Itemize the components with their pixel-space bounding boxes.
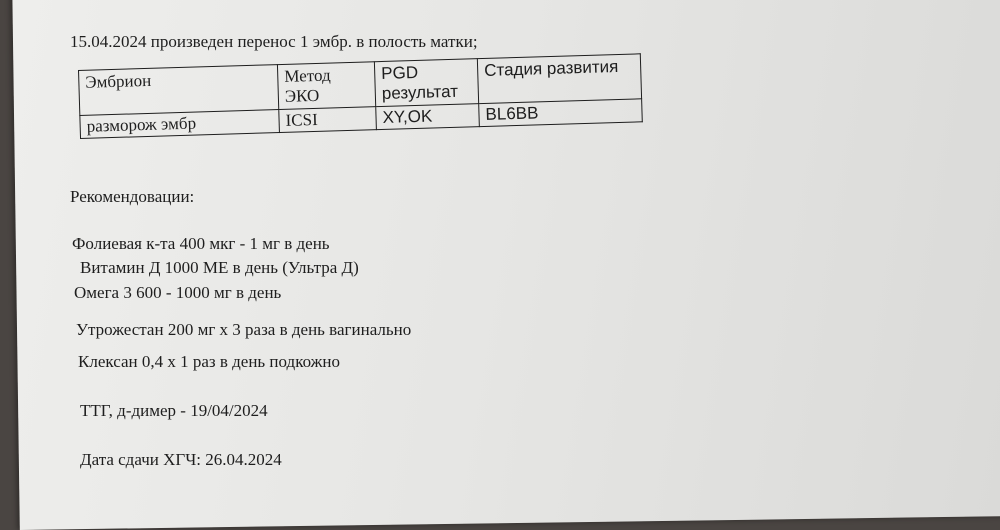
- embryo-table-wrapper: [78, 53, 643, 139]
- col-header-pgd: PGD результат: [374, 59, 478, 107]
- transfer-header: 15.04.2024 произведен перенос 1 эмбр. в полость матки;: [70, 32, 478, 51]
- recommendation-tsh-ddimer: ТТГ, д-димер - 19/04/2024: [80, 401, 268, 420]
- recommendation-clexane: Клексан 0,4 х 1 раз в день подкожно: [78, 352, 341, 371]
- cell-embryo: разморож эмбр: [80, 110, 280, 139]
- col-header-stage: Стадия развития: [477, 54, 641, 104]
- recommendation-hcg-date: Дата сдачи ХГЧ: 26.04.2024: [80, 450, 282, 469]
- recommendation-omega-3: Омега 3 600 - 1000 мг в день: [74, 283, 282, 302]
- col-header-method: Метод ЭКО: [277, 62, 375, 110]
- cell-method: ICSI: [279, 107, 377, 133]
- recommendations-title: Рекомендовации:: [70, 187, 195, 206]
- cell-stage: BL6BB: [479, 99, 643, 127]
- embryo-table: [78, 53, 643, 139]
- recommendation-utrogestan: Утрожестан 200 мг х 3 раза в день вагинально: [76, 320, 412, 339]
- recommendation-vitamin-d: Витамин Д 1000 МЕ в день (Ультра Д): [80, 258, 359, 277]
- cell-pgd: XY,OK: [376, 104, 480, 130]
- recommendation-folic-acid: Фолиевая к-та 400 мкг - 1 мг в день: [72, 234, 330, 253]
- col-header-embryo: Эмбрион: [79, 65, 279, 116]
